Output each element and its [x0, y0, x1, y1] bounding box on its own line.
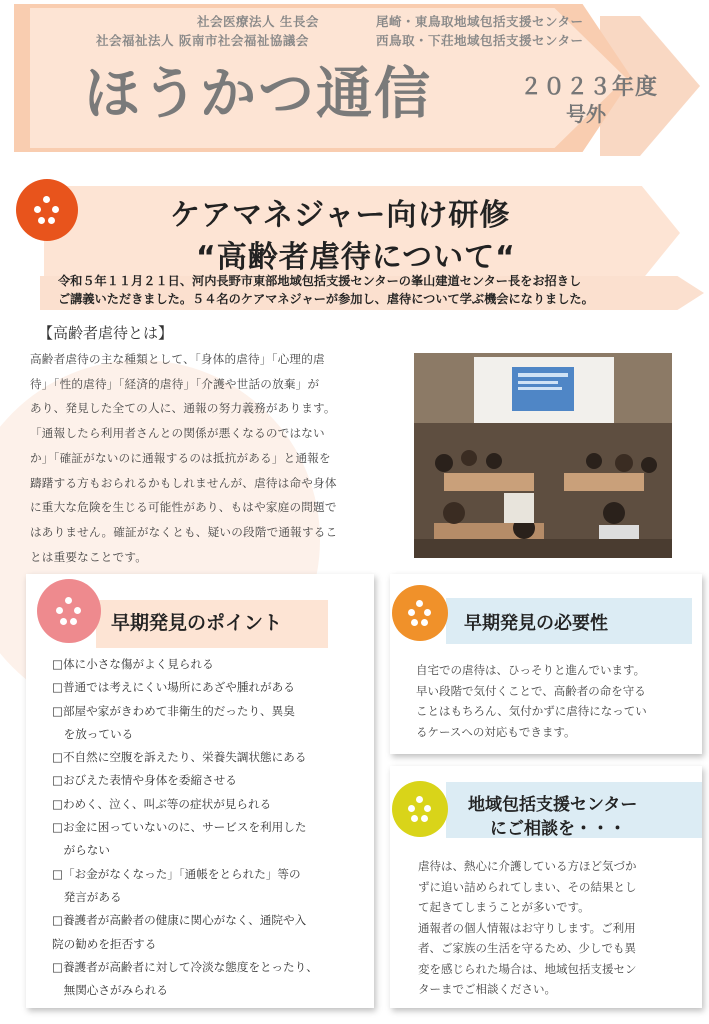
org2-center: 西鳥取・下荘地域包括支援センター: [376, 33, 584, 48]
training-session-photo: [414, 353, 672, 558]
consult-line: ずに追い詰められてしまい、その結果とし: [418, 879, 637, 894]
consult-line: 者、ご家族の生活を守るため、少しでも異: [418, 941, 637, 955]
training-description-line2: ご講義いただきました。５４名のケアマネジャーが参加し、虐待について学ぶ機会になりました。: [58, 292, 594, 306]
checklist-item: を放っている: [52, 726, 134, 741]
consult-line: て起きてしまうことが多いです。: [418, 900, 590, 914]
checklist-item: 発言がある: [52, 889, 122, 904]
necessity-line: るケースへの対応もできます。: [416, 724, 576, 739]
red-flower-icon: [16, 179, 78, 241]
checklist-item: □わめく、泣く、叫ぶ等の症状が見られる: [52, 796, 272, 811]
consult-line: ターまでご相談ください。: [418, 982, 556, 996]
checklist-item: □部屋や家がきわめて非衛生的だったり、異臭: [52, 703, 295, 718]
about-line: 躊躇する方もおられるかもしれませんが、虐待は命や身体: [30, 475, 337, 490]
training-title-line2: “高齢者虐待について“: [196, 240, 516, 275]
org2-name: 社会福祉法人 阪南市社会福祉協議会: [96, 33, 309, 48]
necessity-line: ことはもちろん、気付かずに虐待になってい: [416, 704, 647, 718]
checklist-item: □養護者が高齢者の健康に関心がなく、通院や入: [52, 913, 307, 928]
about-line: あり、発見した全ての人に、通報の努力義務があります。: [30, 401, 336, 416]
checklist-item: □普通では考えにくい場所にあざや腫れがある: [52, 680, 295, 695]
training-description-line1: 令和５年１１月２１日、河内長野市東部地域包括支援センターの峯山建道センター長をお招きし: [58, 274, 582, 288]
consult-line: 通報者の個人情報はお守りします。ご利用: [418, 920, 636, 935]
fiscal-year: ２０２３年度: [520, 75, 659, 100]
training-description: [58, 272, 594, 308]
consult-heading-line1: 地域包括支援センター: [468, 795, 638, 815]
org1-center: 尾崎・東鳥取地域包括支援センター: [376, 14, 584, 29]
yellow-flower-icon: [392, 781, 448, 837]
checklist-item: □養護者が高齢者に対して冷淡な態度をとったり、: [52, 959, 318, 974]
special-issue-label: 号外: [566, 102, 606, 126]
about-abuse-text: [30, 347, 374, 569]
consult-line: 虐待は、熱心に介護している方ほど気づか: [418, 859, 637, 873]
necessity-text: [416, 660, 647, 742]
checklist-item: □おびえた表情や身体を委縮させる: [52, 773, 237, 788]
checklist-item: □不自然に空腹を訴えたり、栄養失調状態にある: [52, 750, 307, 765]
about-line: とは重要なことです。: [30, 549, 148, 564]
consult-text: [418, 856, 637, 1000]
pink-flower-icon: [37, 579, 101, 643]
necessity-heading: 早期発見の必要性: [464, 613, 608, 634]
checklist-item: 無関心さがみられる: [52, 983, 168, 998]
checklist-item: □お金に困っていないのに、サービスを利用した: [52, 820, 307, 835]
org1-name: 社会医療法人 生長会: [197, 14, 319, 29]
consult-heading-line2: にご相談を・・・: [490, 819, 626, 839]
checklist-item: □「お金がなくなった」「通帳をとられた」等の: [52, 866, 301, 881]
orange-flower-icon: [392, 585, 448, 641]
checklist-item: □体に小さな傷がよく見られる: [52, 657, 214, 671]
about-line: はありません。確証がなくとも、疑いの段階で通報するこ: [30, 524, 338, 539]
checklist-item: がらない: [52, 843, 110, 858]
consult-line: 変を感じられた場合は、地域包括支援セン: [418, 961, 637, 976]
necessity-line: 自宅での虐待は、ひっそりと進んでいます。: [416, 663, 646, 677]
about-line: 高齢者虐待の主な種類として、「身体的虐待」「心理的虐: [30, 352, 325, 366]
newsletter-title: ほうかつ通信: [84, 62, 432, 127]
points-checklist: [52, 653, 318, 1002]
about-abuse-heading: 【高齢者虐待とは】: [38, 324, 174, 342]
about-line: に重大な危険を生じる可能性があり、もはや家庭の問題で: [30, 500, 337, 515]
about-line: か」「確証がないのに通報するのは抵抗がある」と通報を: [30, 450, 331, 465]
points-heading: 早期発見のポイント: [111, 612, 283, 634]
checklist-item: 院の勧めを拒否する: [52, 936, 157, 951]
necessity-line: 早い段階で気付くことで、高齢者の命を守る: [416, 683, 646, 698]
about-line: 「通報したら利用者さんとの関係が悪くなるのではない: [30, 426, 325, 441]
training-title-line1: ケアマネジャー向け研修: [170, 198, 511, 233]
about-line: 待」「性的虐待」「経済的虐待」「介護や世話の放棄」が: [30, 376, 320, 391]
